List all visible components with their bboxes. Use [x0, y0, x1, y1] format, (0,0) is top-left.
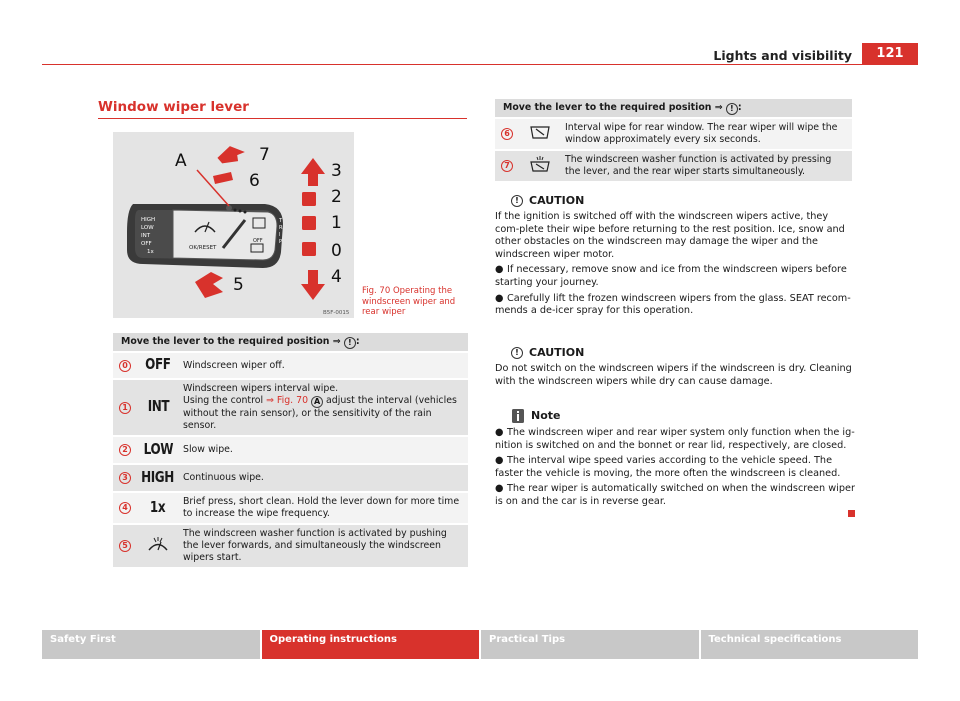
right-table-header-text: Move the lever to the required position ⇒ — [503, 101, 723, 113]
position-number: 3 — [119, 472, 131, 484]
callout-3: 3 — [331, 161, 342, 181]
footer-tab-technical-specifications[interactable]: Technical specifications — [701, 630, 919, 659]
list-item: ● The rear wiper is automatically switched on when the windscreen wiper is on and the car is in reverse gear. — [495, 483, 855, 507]
callout-5: 5 — [233, 275, 244, 295]
row-description: Continuous wipe. — [183, 472, 264, 483]
position-number: 6 — [501, 128, 513, 140]
lever-label-off-rear: OFF — [253, 238, 263, 244]
position-number: 5 — [119, 540, 131, 552]
list-item: ● If necessary, remove snow and ice from the windscreen wipers before starting your journey. — [495, 264, 847, 288]
lever-label-ok-reset: OK/RESET — [189, 245, 217, 251]
figure-reference-link[interactable]: ⇒ Fig. 70 — [266, 395, 309, 406]
position-number: 7 — [501, 160, 513, 172]
row-description: Slow wipe. — [183, 444, 233, 455]
section-rule — [98, 118, 467, 119]
right-position-table — [495, 99, 852, 181]
callout-1: 1 — [331, 213, 342, 233]
left-position-table — [113, 333, 468, 567]
table-row — [113, 352, 468, 379]
rear-washer-icon — [529, 156, 551, 172]
table-row — [113, 436, 468, 464]
high-symbol: HIGH — [141, 467, 175, 486]
caution-icon: ! — [511, 347, 523, 359]
section-title: Window wiper lever — [98, 99, 249, 115]
caution-block-2 — [495, 345, 855, 388]
position-number: 0 — [119, 360, 131, 372]
lever-trip-r: R — [279, 225, 283, 231]
lever-trip-p: P — [279, 239, 283, 245]
lever-label-low: LOW — [141, 225, 154, 231]
caution-block-1 — [495, 193, 855, 318]
caution-paragraph: If the ignition is switched off with the windscreen wipers active, they com-plete their wipe before returning to the rest position. Ice, snow and other obstacles on the windscreen may damage the wiper and the windscreen wiper motor. — [495, 211, 845, 260]
figure-caption: Fig. 70 Operating the windscreen wiper and rear wiper — [362, 286, 456, 317]
row-description: Interval wipe for rear window. The rear wiper will wipe the window approximately every six seconds. — [565, 122, 838, 145]
callout-4: 4 — [331, 267, 342, 287]
table-row — [113, 379, 468, 436]
callout-A: A — [175, 151, 187, 171]
single-wipe-symbol: 1x — [150, 497, 166, 516]
section-end-marker — [848, 510, 855, 517]
warning-icon: ! — [726, 103, 738, 115]
list-item: ● Carefully lift the frozen windscreen wipers from the glass. SEAT recom-mends a de-icer spray for this operation. — [495, 292, 851, 317]
callout-7: 7 — [259, 145, 270, 165]
left-table-header-text: Move the lever to the required position ⇒ — [121, 335, 341, 347]
page-number: 121 — [862, 43, 918, 65]
lever-label-off: OFF — [141, 241, 152, 247]
figure-code: B5F-0015 — [323, 310, 350, 316]
warning-icon: ! — [344, 337, 356, 349]
lever-trip-t: T — [279, 218, 283, 224]
row-description: Windscreen wiper off. — [183, 359, 285, 371]
table-row — [113, 492, 468, 524]
left-table-header: Move the lever to the required position ⇒ ! : — [113, 333, 468, 352]
table-row — [495, 118, 852, 150]
caution-title: CAUTION — [529, 345, 585, 359]
row-description: The windscreen washer function is activated by pushing the lever forwards, and simultaneously the windscreen wipers start. — [183, 528, 447, 563]
front-washer-icon — [147, 536, 169, 552]
note-block — [495, 408, 855, 509]
position-number: 2 — [119, 444, 131, 456]
position-number: 1 — [119, 402, 131, 414]
low-symbol: LOW — [143, 439, 173, 458]
caution-title: CAUTION — [529, 193, 585, 207]
row-description: Brief press, short clean. Hold the lever down for more time to increase the wipe frequency. — [183, 496, 460, 519]
lever-label-1x: 1x — [147, 249, 154, 255]
footer-nav — [42, 630, 918, 659]
lever-trip-i: I — [279, 232, 281, 238]
position-number: 4 — [119, 502, 131, 514]
lever-label-high: HIGH — [141, 217, 156, 223]
note-icon — [511, 408, 525, 424]
table-row — [113, 524, 468, 567]
table-row — [113, 464, 468, 492]
header-rule — [42, 64, 918, 65]
note-title: Note — [531, 408, 561, 422]
caution-paragraph: Do not switch on the windscreen wipers if the windscreen is dry. Cleaning with the windscreen wipers while dry can cause damage. — [495, 363, 852, 387]
table-row — [495, 150, 852, 181]
list-item: ● The interval wipe speed varies according to the vehicle speed. The faster the vehicle is moving, the more often the windscreen is cleaned. — [495, 455, 841, 479]
row-description: The windscreen washer function is activated by pressing the lever, and the rear wiper starts simultaneously. — [565, 154, 832, 177]
footer-tab-operating-instructions[interactable]: Operating instructions — [262, 630, 480, 659]
rear-wiper-icon — [529, 124, 551, 140]
callout-6: 6 — [249, 171, 260, 191]
wiper-lever-figure — [113, 132, 354, 318]
running-header-title: Lights and visibility — [713, 48, 852, 63]
lever-label-int: INT — [141, 233, 151, 239]
off-symbol: OFF — [145, 355, 171, 373]
right-table-header: Move the lever to the required position ⇒ ! : — [495, 99, 852, 118]
list-item: ● The windscreen wiper and rear wiper system only function when the ig-nition is switched on and the bonnet or rear lid, respectively, are closed. — [495, 427, 855, 451]
callout-0: 0 — [331, 241, 342, 261]
footer-tab-practical-tips[interactable]: Practical Tips — [481, 630, 699, 659]
caution-icon: ! — [511, 195, 523, 207]
row-description: Windscreen wipers interval wipe. Using the control ⇒ Fig. 70 A adjust the interval (vehicles without the rain sensor), or the sensitivity of the rain sensor. — [183, 383, 457, 431]
callout-a-marker: A — [311, 396, 323, 408]
callout-2: 2 — [331, 187, 342, 207]
wiper-lever-illustration — [113, 132, 354, 318]
int-symbol: INT — [147, 397, 169, 415]
footer-tab-safety-first[interactable]: Safety First — [42, 630, 260, 659]
